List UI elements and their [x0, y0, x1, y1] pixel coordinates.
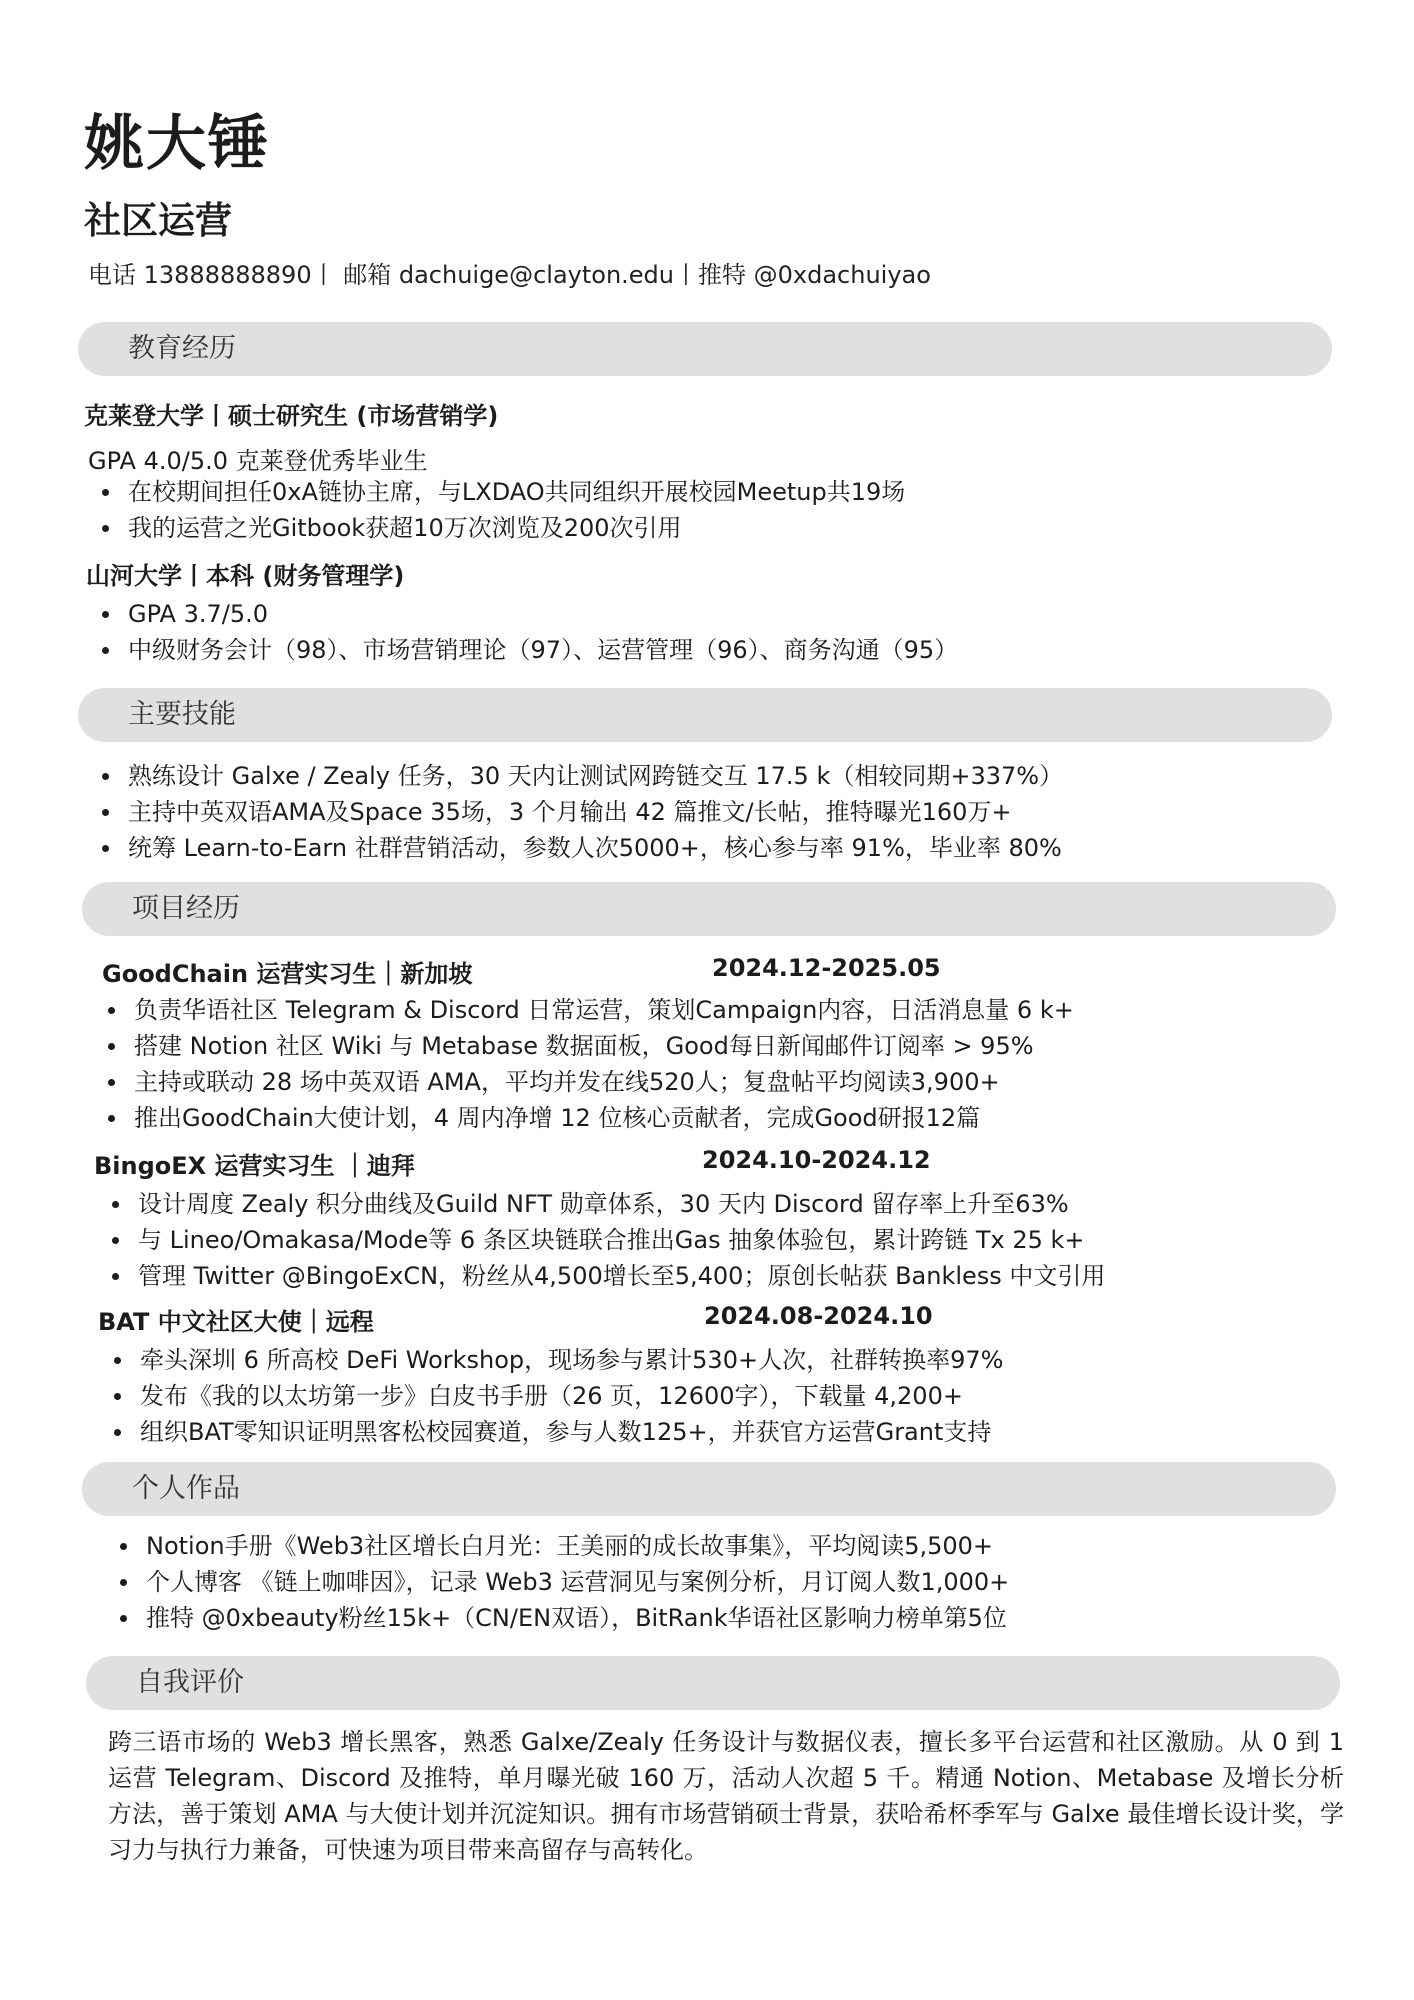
project2-date: 2024.10-2024.12 — [702, 1146, 931, 1174]
section-header-skills: 主要技能 — [78, 688, 1332, 742]
list-item: 统筹 Learn-to-Earn 社群营销活动，参数人次5000+，核心参与率 91%，毕业率 80% — [96, 830, 1063, 866]
list-item: 负责华语社区 Telegram & Discord 日常运营，策划Campaign内容，日活消息量 6 k+ — [102, 992, 1074, 1028]
section-header-education: 教育经历 — [78, 322, 1332, 376]
skills-bullets — [96, 758, 1063, 866]
works-bullets — [114, 1528, 1009, 1636]
project1-date: 2024.12-2025.05 — [712, 954, 941, 982]
section-header-works: 个人作品 — [82, 1462, 1336, 1516]
list-item: 推出GoodChain大使计划，4 周内净增 12 位核心贡献者，完成Good研报12篇 — [102, 1100, 1074, 1136]
project3-bullets — [108, 1342, 1003, 1450]
candidate-name: 姚大锤 — [84, 109, 270, 179]
self-evaluation-text: 跨三语市场的 Web3 增长黑客，熟悉 Galxe/Zealy 任务设计与数据仪表，擅长多平台运营和社区激励。从 0 到 1 运营 Telegram、Discord 及推特，单月曝光破 160 万，活动人次超 5 千。精通 Notion、Metabase 及增长分析方法，善于策划 AMA 与大使计划并沉淀知识。拥有市场营销硕士背景，获哈希杯季军与 Galxe 最佳增长设计奖，学习力与执行力兼备，可快速为项目带来高留存与高转化。 — [108, 1728, 1344, 1864]
school1-heading: 克莱登大学丨硕士研究生 (市场营销学) — [84, 402, 499, 430]
job-title: 社区运营 — [84, 199, 232, 242]
list-item: 推特 @0xbeauty粉丝15k+（CN/EN双语），BitRank华语社区影响力榜单第5位 — [114, 1600, 1009, 1636]
school2-bullets — [96, 596, 958, 668]
project3-heading: BAT 中文社区大使｜远程 — [98, 1308, 374, 1336]
project1-heading: GoodChain 运营实习生｜新加坡 — [102, 960, 473, 988]
list-item: 熟练设计 Galxe / Zealy 任务，30 天内让测试网跨链交互 17.5 k（相较同期+337%） — [96, 758, 1063, 794]
list-item: 主持或联动 28 场中英双语 AMA，平均并发在线520人；复盘帖平均阅读3,900+ — [102, 1064, 1074, 1100]
list-item: 与 Lineo/Omakasa/Mode等 6 条区块链联合推出Gas 抽象体验包，累计跨链 Tx 25 k+ — [106, 1222, 1105, 1258]
section-header-evaluation: 自我评价 — [86, 1656, 1340, 1710]
project2-heading: BingoEX 运营实习生 ｜迪拜 — [94, 1152, 415, 1180]
list-item: 发布《我的以太坊第一步》白皮书手册（26 页，12600字），下载量 4,200+ — [108, 1378, 1003, 1414]
project3-date: 2024.08-2024.10 — [704, 1302, 933, 1330]
list-item: 设计周度 Zealy 积分曲线及Guild NFT 勋章体系，30 天内 Discord 留存率上升至63% — [106, 1186, 1105, 1222]
school1-bullets — [96, 474, 905, 546]
project2-bullets — [106, 1186, 1105, 1294]
list-item: GPA 3.7/5.0 — [96, 596, 958, 632]
list-item: 主持中英双语AMA及Space 35场，3 个月输出 42 篇推文/长帖，推特曝光160万+ — [96, 794, 1063, 830]
list-item: 我的运营之光Gitbook获超10万次浏览及200次引用 — [96, 510, 905, 546]
list-item: 搭建 Notion 社区 Wiki 与 Metabase 数据面板，Good每日新闻邮件订阅率 > 95% — [102, 1028, 1074, 1064]
list-item: 个人博客 《链上咖啡因》，记录 Web3 运营洞见与案例分析，月订阅人数1,000+ — [114, 1564, 1009, 1600]
list-item: 中级财务会计（98）、市场营销理论（97）、运营管理（96）、商务沟通（95） — [96, 632, 958, 668]
school2-heading: 山河大学丨本科 (财务管理学) — [86, 562, 405, 590]
list-item: 组织BAT零知识证明黑客松校园赛道，参与人数125+，并获官方运营Grant支持 — [108, 1414, 1003, 1450]
contact-line: 电话 13888888890丨 邮箱 dachuige@clayton.edu丨推特 @0xdachuiyao — [88, 261, 931, 289]
school1-gpa: GPA 4.0/5.0 克莱登优秀毕业生 — [88, 447, 428, 475]
section-header-projects: 项目经历 — [82, 882, 1336, 936]
list-item: 在校期间担任0xA链协主席，与LXDAO共同组织开展校园Meetup共19场 — [96, 474, 905, 510]
list-item: Notion手册《Web3社区增长白月光：王美丽的成长故事集》，平均阅读5,500+ — [114, 1528, 1009, 1564]
project1-bullets — [102, 992, 1074, 1136]
list-item: 牵头深圳 6 所高校 DeFi Workshop，现场参与累计530+人次，社群转换率97% — [108, 1342, 1003, 1378]
list-item: 管理 Twitter @BingoExCN，粉丝从4,500增长至5,400；原创长帖获 Bankless 中文引用 — [106, 1258, 1105, 1294]
